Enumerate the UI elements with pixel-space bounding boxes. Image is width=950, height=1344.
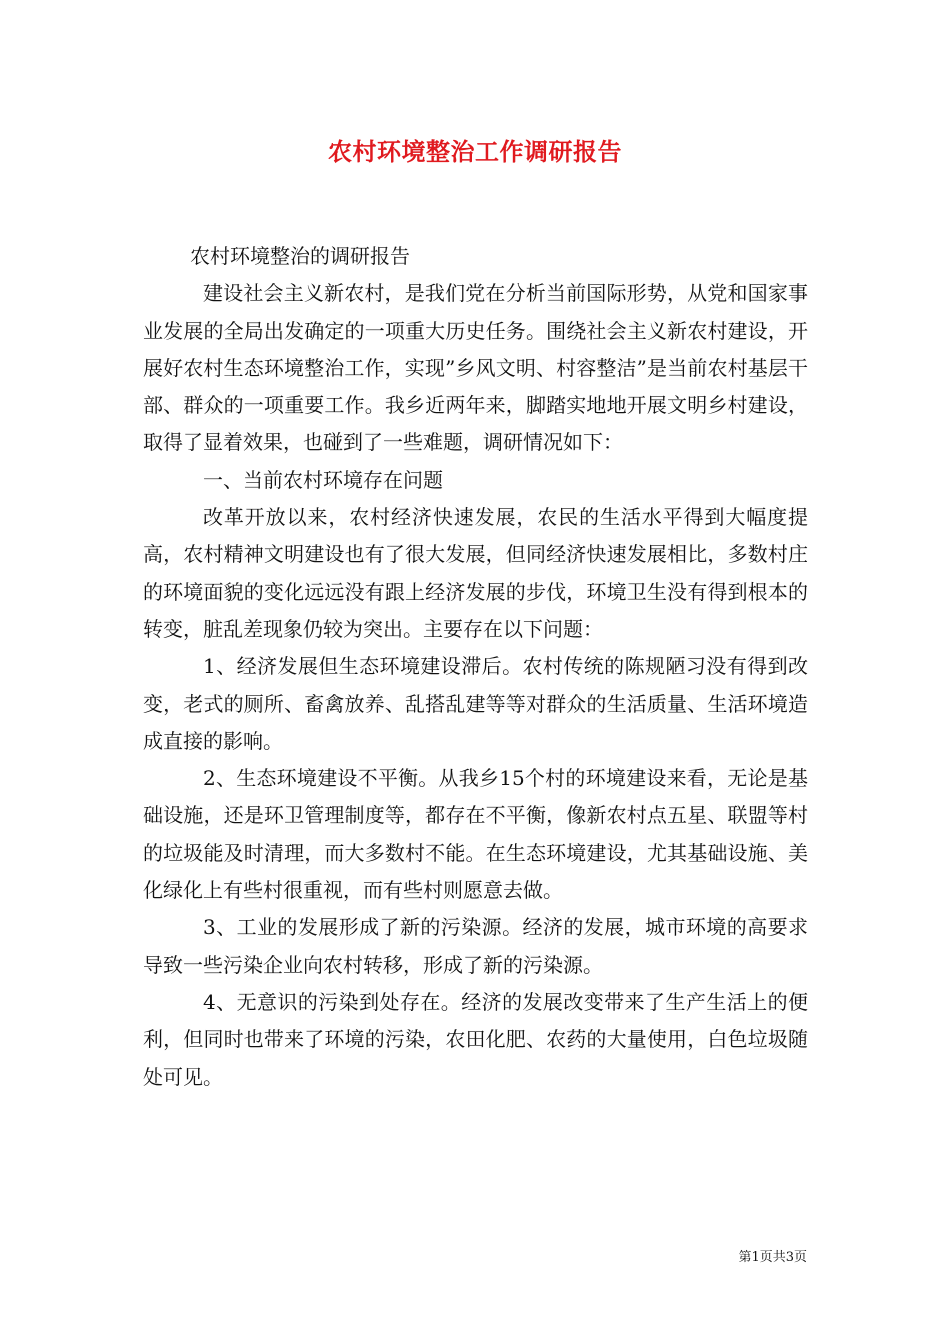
paragraph-intro: 建设社会主义新农村，是我们党在分析当前国际形势，从党和国家事业发展的全局出发确定的一项重大历史任务。围绕社会主义新农村建设，开展好农村生态环境整治工作，实现”乡风文明、村容整洁”是当前农村基层干部、群众的一项重要工作。我乡近两年来，脚踏实地地开展文明乡村建设，取得了显着效果，也碰到了一些难题，调研情况如下： [143, 281, 808, 455]
paragraph-item-4: 4、无意识的污染到处存在。经济的发展改变带来了生产生活上的便利，但同时也带来了环境的污染，农田化肥、农药的大量使用，白色垃圾随处可见。 [143, 989, 808, 1089]
paragraph-item-3: 3、工业的发展形成了新的污染源。经济的发展，城市环境的高要求导致一些污染企业向农村转移，形成了新的污染源。 [143, 915, 808, 977]
paragraph-item-2: 2、生态环境建设不平衡。从我乡15个村的环境建设来看，无论是基础设施，还是环卫管理制度等，都存在不平衡，像新农村点五星、联盟等村的垃圾能及时清理，而大多数村不能。在生态环境建设，尤其基础设施、美化绿化上有些村很重视，而有些村则愿意去做。 [143, 766, 808, 903]
paragraph-item-1: 1、经济发展但生态环境建设滞后。农村传统的陈规陋习没有得到改变，老式的厕所、畜禽放养、乱搭乱建等等对群众的生活质量、生活环境造成直接的影响。 [143, 654, 808, 753]
document-title: 农村环境整治工作调研报告 [328, 137, 622, 166]
paragraph-overview: 改革开放以来，农村经济快速发展，农民的生活水平得到大幅度提高，农村精神文明建设也有了很大发展，但同经济快速发展相比，多数村庄的环境面貌的变化远远没有跟上经济发展的步伐，环境卫生没有得到根本的转变，脏乱差现象仍较为突出。主要存在以下问题： [143, 505, 808, 641]
section-heading: 一、当前农村环境存在问题 [203, 467, 443, 492]
paragraph-subtitle: 农村环境整治的调研报告 [190, 244, 410, 268]
document-body [143, 238, 808, 1096]
page-number: 第1页共3页 [738, 1250, 807, 1265]
